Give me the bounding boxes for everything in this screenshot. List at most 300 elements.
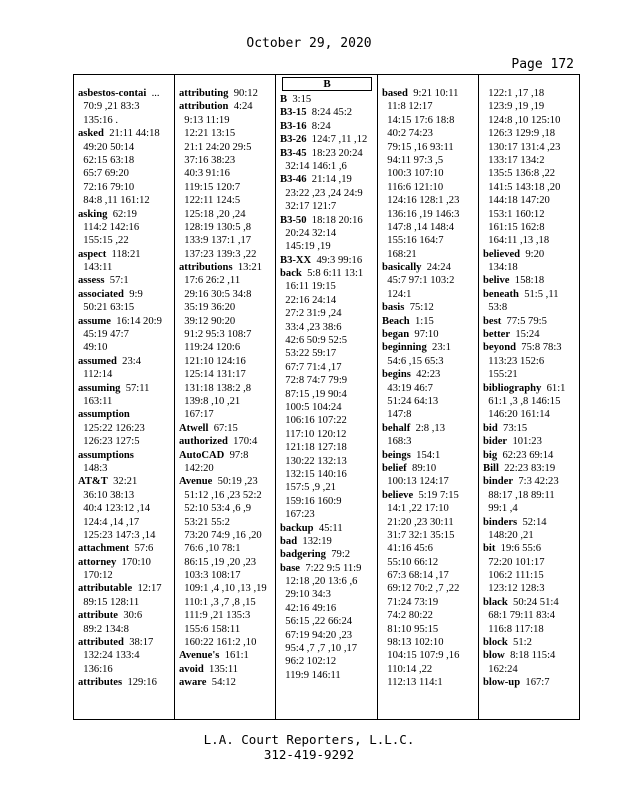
index-continuation: 126:3 129:9 ,18 <box>483 128 556 140</box>
index-term: B3-45 <box>280 147 307 159</box>
index-term: better <box>483 329 511 341</box>
index-continuation: 70:9 ,21 83:3 <box>78 101 140 113</box>
index-continuation: 76:6 ,10 78:1 <box>179 543 241 555</box>
index-term: big <box>483 449 498 461</box>
index-references: 50:24 51:4 <box>507 596 559 608</box>
index-references: 4:24 <box>228 101 253 113</box>
index-term: beings <box>382 449 411 461</box>
index-continuation: 116:8 117:18 <box>483 623 544 635</box>
index-references: 118:21 <box>106 248 141 260</box>
index-entry <box>382 315 478 328</box>
index-continuation: 84:8 ,11 161:12 <box>78 195 150 207</box>
index-continuation: 67:19 94:20 ,23 <box>280 629 353 641</box>
index-table <box>73 74 580 720</box>
index-continuation: 32:17 121:7 <box>280 201 337 213</box>
index-references: 23:4 <box>116 355 141 367</box>
index-references: 135:11 <box>203 663 239 675</box>
index-entry <box>382 489 478 502</box>
index-continuation: 17:6 26:2 ,11 <box>179 275 241 287</box>
index-term: Atwell <box>179 422 209 434</box>
index-term: Bill <box>483 462 499 474</box>
index-continuation: 141:5 143:18 ,20 <box>483 181 561 193</box>
index-term: blow-up <box>483 677 521 689</box>
index-term: belive <box>483 275 510 287</box>
index-references: 49:3 99:16 <box>311 254 363 266</box>
index-continuation: 53:22 59:17 <box>280 348 337 360</box>
index-term: associated <box>78 288 124 300</box>
index-term: AutoCAD <box>179 449 225 461</box>
index-term: asked <box>78 128 104 140</box>
index-continuation: 137:23 139:3 ,22 <box>179 248 257 260</box>
index-term: binder <box>483 476 514 488</box>
index-entry <box>179 87 275 100</box>
index-references: 23:1 <box>426 342 451 354</box>
page-number: Page 172 <box>511 57 574 72</box>
section-letter: B <box>282 77 372 91</box>
index-entry <box>483 248 579 261</box>
index-continuation: 123:9 ,19 ,19 <box>483 101 545 113</box>
index-term: bad <box>280 535 298 547</box>
index-entry <box>179 422 275 435</box>
index-continuation: 23:22 ,23 ,24 24:9 <box>280 187 363 199</box>
index-continuation: 168:3 <box>382 436 412 448</box>
index-references: 57:6 <box>129 543 154 555</box>
index-entry <box>280 173 377 186</box>
index-entry <box>280 120 377 133</box>
index-continuation: 130:22 132:13 <box>280 455 347 467</box>
index-continuation: 27:2 31:9 ,24 <box>280 308 342 320</box>
index-references: 12:17 <box>132 583 162 595</box>
index-references: 62:19 <box>107 208 137 220</box>
index-references: 77:5 79:5 <box>501 315 547 327</box>
index-entry <box>483 382 579 395</box>
index-continuation: 132:24 133:4 <box>78 650 140 662</box>
index-term: Avenue <box>179 476 213 488</box>
index-continuation: 147:8 <box>382 409 412 421</box>
index-term: binders <box>483 516 518 528</box>
index-column-1 <box>74 87 174 719</box>
index-term: begins <box>382 369 411 381</box>
index-term: assumption <box>78 409 130 421</box>
index-references: 32:21 <box>107 476 138 488</box>
index-term: assume <box>78 315 111 327</box>
index-term: assumed <box>78 355 117 367</box>
index-continuation: 124:8 ,10 125:10 <box>483 114 561 126</box>
index-term: began <box>382 329 410 341</box>
index-references: 24:24 <box>421 262 451 274</box>
index-continuation: 11:8 12:17 <box>382 101 433 113</box>
index-references: 9:21 10:11 <box>407 88 459 99</box>
index-references: 61:1 <box>541 382 566 394</box>
index-continuation: 168:21 <box>382 248 417 260</box>
index-continuation: 56:15 ,22 66:24 <box>280 616 353 628</box>
index-continuation: 100:5 104:24 <box>280 401 342 413</box>
index-continuation: 148:3 <box>78 462 108 474</box>
index-continuation: 98:13 102:10 <box>382 637 444 649</box>
index-references: 8:24 45:2 <box>306 107 353 119</box>
index-entry <box>382 341 478 354</box>
index-references: 67:15 <box>208 422 238 434</box>
index-continuation: 155:6 158:11 <box>179 623 241 635</box>
index-term: B3-16 <box>280 120 307 132</box>
index-term: black <box>483 596 508 608</box>
index-continuation: 94:11 97:3 ,5 <box>382 154 444 166</box>
index-continuation: 142:20 <box>179 462 214 474</box>
index-continuation: 53:21 55:2 <box>179 516 230 528</box>
index-continuation: 121:18 127:18 <box>280 442 347 454</box>
index-continuation: 114:2 142:16 <box>78 221 140 233</box>
index-continuation: 133:9 137:1 ,17 <box>179 235 252 247</box>
index-continuation: 52:10 53:4 ,6 ,9 <box>179 503 252 515</box>
index-references: 51:2 <box>507 637 532 649</box>
index-continuation: 51:12 ,16 ,23 52:2 <box>179 489 262 501</box>
index-continuation: 130:17 131:4 ,23 <box>483 141 561 153</box>
index-references: 18:18 20:16 <box>306 214 363 226</box>
index-entry <box>483 649 579 662</box>
index-references: 97:10 <box>409 329 439 341</box>
index-term: behalf <box>382 422 411 434</box>
index-references: 42:23 <box>410 369 441 381</box>
index-entry <box>483 636 579 649</box>
index-continuation: 49:10 <box>78 342 108 354</box>
index-continuation: 61:1 ,3 ,8 146:15 <box>483 395 561 407</box>
index-continuation: 133:17 134:2 <box>483 154 545 166</box>
index-continuation: 116:6 121:10 <box>382 181 444 193</box>
transcript-date: October 29, 2020 <box>246 36 372 51</box>
index-continuation: 99:1 ,4 <box>483 503 518 515</box>
index-continuation: 124:1 <box>382 288 412 300</box>
index-entry <box>78 475 174 488</box>
index-continuation: 117:10 120:12 <box>280 428 347 440</box>
index-references: 19:6 55:6 <box>495 543 541 555</box>
index-entry <box>483 422 579 435</box>
index-term: assumptions <box>78 449 134 461</box>
index-continuation: 41:16 45:6 <box>382 543 433 555</box>
index-continuation: 123:12 128:3 <box>483 583 545 595</box>
index-entry <box>179 100 275 113</box>
index-references: 21:11 44:18 <box>103 128 160 140</box>
index-references: 1:15 <box>409 315 434 327</box>
index-term: basically <box>382 262 422 274</box>
index-continuation: 122:1 ,17 ,18 <box>483 88 545 99</box>
index-continuation: 86:15 ,19 ,20 ,23 <box>179 556 257 568</box>
index-entry <box>78 542 174 555</box>
index-continuation: 159:16 160:9 <box>280 495 342 507</box>
index-entry <box>483 288 579 301</box>
index-continuation: 147:8 ,14 148:4 <box>382 221 455 233</box>
reporter-name: L.A. Court Reporters, L.L.C. <box>203 732 415 747</box>
index-term: AT&T <box>78 476 108 488</box>
index-entry <box>280 254 377 267</box>
index-continuation: 45:19 47:7 <box>78 329 129 341</box>
index-continuation: 124:16 128:1 ,23 <box>382 195 460 207</box>
index-term: beyond <box>483 342 516 354</box>
index-references: 167:7 <box>520 677 550 689</box>
index-continuation: 146:20 161:14 <box>483 409 550 421</box>
index-continuation: 160:22 161:2 ,10 <box>179 637 257 649</box>
index-continuation: 134:18 <box>483 262 518 274</box>
index-references: 22:23 83:19 <box>498 462 556 474</box>
index-entry <box>179 435 275 448</box>
index-entry <box>280 106 377 119</box>
index-entry <box>280 93 377 106</box>
index-entry <box>78 355 174 368</box>
index-continuation: 155:15 ,22 <box>78 235 129 247</box>
index-continuation: 55:10 66:12 <box>382 556 439 568</box>
index-references: 154:1 <box>410 449 441 461</box>
index-continuation: 132:15 140:16 <box>280 468 347 480</box>
index-continuation: 121:10 124:16 <box>179 355 246 367</box>
index-continuation: 35:19 36:20 <box>179 302 236 314</box>
index-entry <box>483 328 579 341</box>
index-continuation: 112:13 114:1 <box>382 677 443 689</box>
index-continuation: 144:18 147:20 <box>483 195 550 207</box>
index-column-4 <box>378 87 478 719</box>
index-continuation: 16:11 19:15 <box>280 281 336 293</box>
index-continuation: 155:21 <box>483 369 518 381</box>
index-entry <box>78 582 174 595</box>
index-continuation: 39:12 90:20 <box>179 315 236 327</box>
index-entry <box>78 288 174 301</box>
index-term: B3-26 <box>280 134 307 146</box>
index-term: Avenue's <box>179 650 220 662</box>
index-continuation: 153:1 160:12 <box>483 208 545 220</box>
index-term: badgering <box>280 549 326 561</box>
index-entry <box>280 548 377 561</box>
index-term: beneath <box>483 288 519 300</box>
index-entry <box>179 649 275 662</box>
index-references: 5:8 6:11 13:1 <box>301 268 364 280</box>
index-continuation: 87:15 ,19 90:4 <box>280 388 347 400</box>
index-references: 13:21 <box>232 262 263 274</box>
index-term: basis <box>382 302 405 314</box>
index-continuation: 119:9 146:11 <box>280 669 341 681</box>
index-references: 7:3 42:23 <box>513 476 559 488</box>
index-references: 51:5 ,11 <box>518 288 559 300</box>
index-continuation: 143:11 <box>78 262 113 274</box>
index-continuation: 79:15 ,16 93:11 <box>382 141 454 153</box>
index-entry <box>483 435 579 448</box>
index-continuation: 67:3 68:14 ,17 <box>382 570 449 582</box>
index-entry <box>483 341 579 354</box>
index-term: attributable <box>78 583 133 595</box>
index-references: 18:23 20:24 <box>306 147 363 159</box>
index-continuation: 89:15 128:11 <box>78 596 140 608</box>
index-continuation: 74:2 80:22 <box>382 610 433 622</box>
index-entry <box>280 267 377 280</box>
index-continuation: 126:23 127:5 <box>78 436 140 448</box>
index-term: bit <box>483 543 496 555</box>
index-term: B3-XX <box>280 254 312 266</box>
index-continuation: 163:11 <box>78 395 113 407</box>
index-references: 62:23 69:14 <box>497 449 554 461</box>
index-entry <box>78 274 174 287</box>
index-continuation: 69:12 70:2 ,7 ,22 <box>382 583 460 595</box>
index-continuation: 131:18 138:2 ,8 <box>179 382 252 394</box>
index-entry <box>78 636 174 649</box>
index-continuation: 119:24 120:6 <box>179 342 241 354</box>
index-continuation: 40:4 123:12 ,14 <box>78 503 151 515</box>
index-continuation: 67:7 71:4 ,17 <box>280 361 342 373</box>
index-continuation: 62:15 63:18 <box>78 154 135 166</box>
index-term: attorney <box>78 556 117 568</box>
index-continuation: 42:6 50:9 52:5 <box>280 335 348 347</box>
index-continuation: 164:11 ,13 ,18 <box>483 235 550 247</box>
index-term: B <box>280 94 288 105</box>
index-entry <box>483 516 579 529</box>
index-entry <box>382 301 478 314</box>
index-continuation: 170:12 <box>78 570 113 582</box>
index-continuation: 71:24 73:19 <box>382 596 439 608</box>
index-continuation: 42:16 49:16 <box>280 602 337 614</box>
index-entry <box>483 676 579 689</box>
index-continuation: 139:8 ,10 ,21 <box>179 395 241 407</box>
index-references: 132:19 <box>297 535 332 547</box>
index-continuation: 155:16 164:7 <box>382 235 444 247</box>
index-entry <box>179 449 275 462</box>
index-references: 8:24 <box>306 120 331 132</box>
index-term: B3-50 <box>280 214 307 226</box>
index-continuation: 122:11 124:5 <box>179 195 241 207</box>
index-continuation: 100:3 107:10 <box>382 168 444 180</box>
index-entry <box>179 663 275 676</box>
index-entry <box>483 596 579 609</box>
index-entry <box>382 328 478 341</box>
index-continuation: 45:7 97:1 103:2 <box>382 275 455 287</box>
index-entry <box>280 214 377 227</box>
index-term: bider <box>483 436 508 448</box>
index-continuation: 33:4 ,23 38:6 <box>280 321 342 333</box>
index-continuation: 162:24 <box>483 663 518 675</box>
reporter-phone: 312-419-9292 <box>263 747 355 762</box>
index-term: attributions <box>179 262 233 274</box>
index-entry <box>280 522 377 535</box>
index-references: 7:22 9:5 11:9 <box>300 562 362 574</box>
index-column-3 <box>276 77 377 719</box>
index-term: attribute <box>78 610 119 622</box>
index-references: 21:14 ,19 <box>306 174 352 186</box>
index-entry <box>382 462 478 475</box>
index-term: authorized <box>179 436 228 448</box>
index-term: bid <box>483 422 498 434</box>
index-continuation: 104:15 107:9 ,16 <box>382 650 460 662</box>
index-references: 75:12 <box>404 302 434 314</box>
index-continuation: 12:21 13:15 <box>179 128 236 140</box>
index-references: 9:9 <box>123 288 143 300</box>
index-continuation: 31:7 32:1 35:15 <box>382 529 455 541</box>
index-continuation: 125:18 ,20 ,24 <box>179 208 246 220</box>
index-term: attribution <box>179 101 229 113</box>
index-references: 8:18 115:4 <box>504 650 556 662</box>
index-entry <box>78 127 174 140</box>
index-entry <box>382 422 478 435</box>
reporter-footer <box>0 732 618 762</box>
index-continuation: 81:10 95:15 <box>382 623 439 635</box>
index-continuation: 73:20 74:9 ,16 ,20 <box>179 529 262 541</box>
index-entry <box>280 562 377 575</box>
index-entry <box>280 133 377 146</box>
index-entry <box>78 87 174 100</box>
index-references: 89:10 <box>406 462 437 474</box>
index-term: aware <box>179 677 207 689</box>
index-continuation: 125:14 131:17 <box>179 369 246 381</box>
index-term: believed <box>483 248 521 260</box>
index-entry <box>179 261 275 274</box>
index-references: 73:15 <box>497 422 528 434</box>
index-term: asking <box>78 208 108 220</box>
index-continuation: 29:10 34:3 <box>280 589 331 601</box>
index-references: 16:14 20:9 <box>110 315 162 327</box>
index-continuation: 37:16 38:23 <box>179 154 236 166</box>
index-continuation: 54:6 ,15 65:3 <box>382 355 444 367</box>
index-references: 9:20 <box>520 248 545 260</box>
index-entry <box>280 147 377 160</box>
index-entry <box>179 475 275 488</box>
index-continuation: 43:19 46:7 <box>382 382 433 394</box>
index-continuation: 40:3 91:16 <box>179 168 230 180</box>
index-entry <box>382 449 478 462</box>
index-continuation: 111:9 ,21 135:3 <box>179 610 251 622</box>
index-references: 158:18 <box>509 275 545 287</box>
index-term: blow <box>483 650 505 662</box>
index-continuation: 148:20 ,21 <box>483 529 534 541</box>
index-entry <box>179 676 275 689</box>
index-continuation: 22:16 24:14 <box>280 294 337 306</box>
index-entry <box>382 261 478 274</box>
index-continuation: 49:20 50:14 <box>78 141 135 153</box>
index-entry <box>280 535 377 548</box>
index-continuation: 106:2 111:15 <box>483 570 544 582</box>
index-references: 170:10 <box>116 556 151 568</box>
index-continuation: 9:13 11:19 <box>179 114 230 126</box>
index-continuation: 135:5 136:8 ,22 <box>483 168 556 180</box>
index-continuation: 119:15 120:7 <box>179 181 241 193</box>
index-term: attributing <box>179 88 229 99</box>
index-continuation: 51:24 64:13 <box>382 395 439 407</box>
index-continuation: 125:23 147:3 ,14 <box>78 529 156 541</box>
index-continuation: 167:17 <box>179 409 214 421</box>
index-entry <box>382 368 478 381</box>
index-continuation: 95:4 ,7 ,7 ,10 ,17 <box>280 643 358 655</box>
index-continuation: 53:8 <box>483 302 508 314</box>
index-references: 57:11 <box>120 382 150 394</box>
index-continuation: 110:14 ,22 <box>382 663 433 675</box>
index-references: 2:8 ,13 <box>410 422 445 434</box>
index-term: Beach <box>382 315 410 327</box>
index-continuation: 100:13 124:17 <box>382 476 449 488</box>
index-entry <box>78 248 174 261</box>
index-continuation: 113:23 152:6 <box>483 355 545 367</box>
index-entry <box>483 274 579 287</box>
index-continuation: 112:14 <box>78 369 113 381</box>
index-references: ... <box>146 88 160 99</box>
index-entry <box>483 315 579 328</box>
index-term: based <box>382 88 408 99</box>
index-references: 170:4 <box>227 436 258 448</box>
index-term: bibliography <box>483 382 542 394</box>
index-entry <box>78 676 174 689</box>
index-term: backup <box>280 522 314 534</box>
index-term: block <box>483 637 508 649</box>
index-continuation: 32:14 146:1 ,6 <box>280 160 347 172</box>
index-continuation: 21:20 ,23 30:11 <box>382 516 454 528</box>
index-references: 3:15 <box>287 94 312 105</box>
index-continuation: 91:2 95:3 108:7 <box>179 329 252 341</box>
index-entry <box>78 556 174 569</box>
index-references: 15:24 <box>510 329 540 341</box>
index-term: best <box>483 315 502 327</box>
index-continuation: 14:1 ,22 17:10 <box>382 503 449 515</box>
